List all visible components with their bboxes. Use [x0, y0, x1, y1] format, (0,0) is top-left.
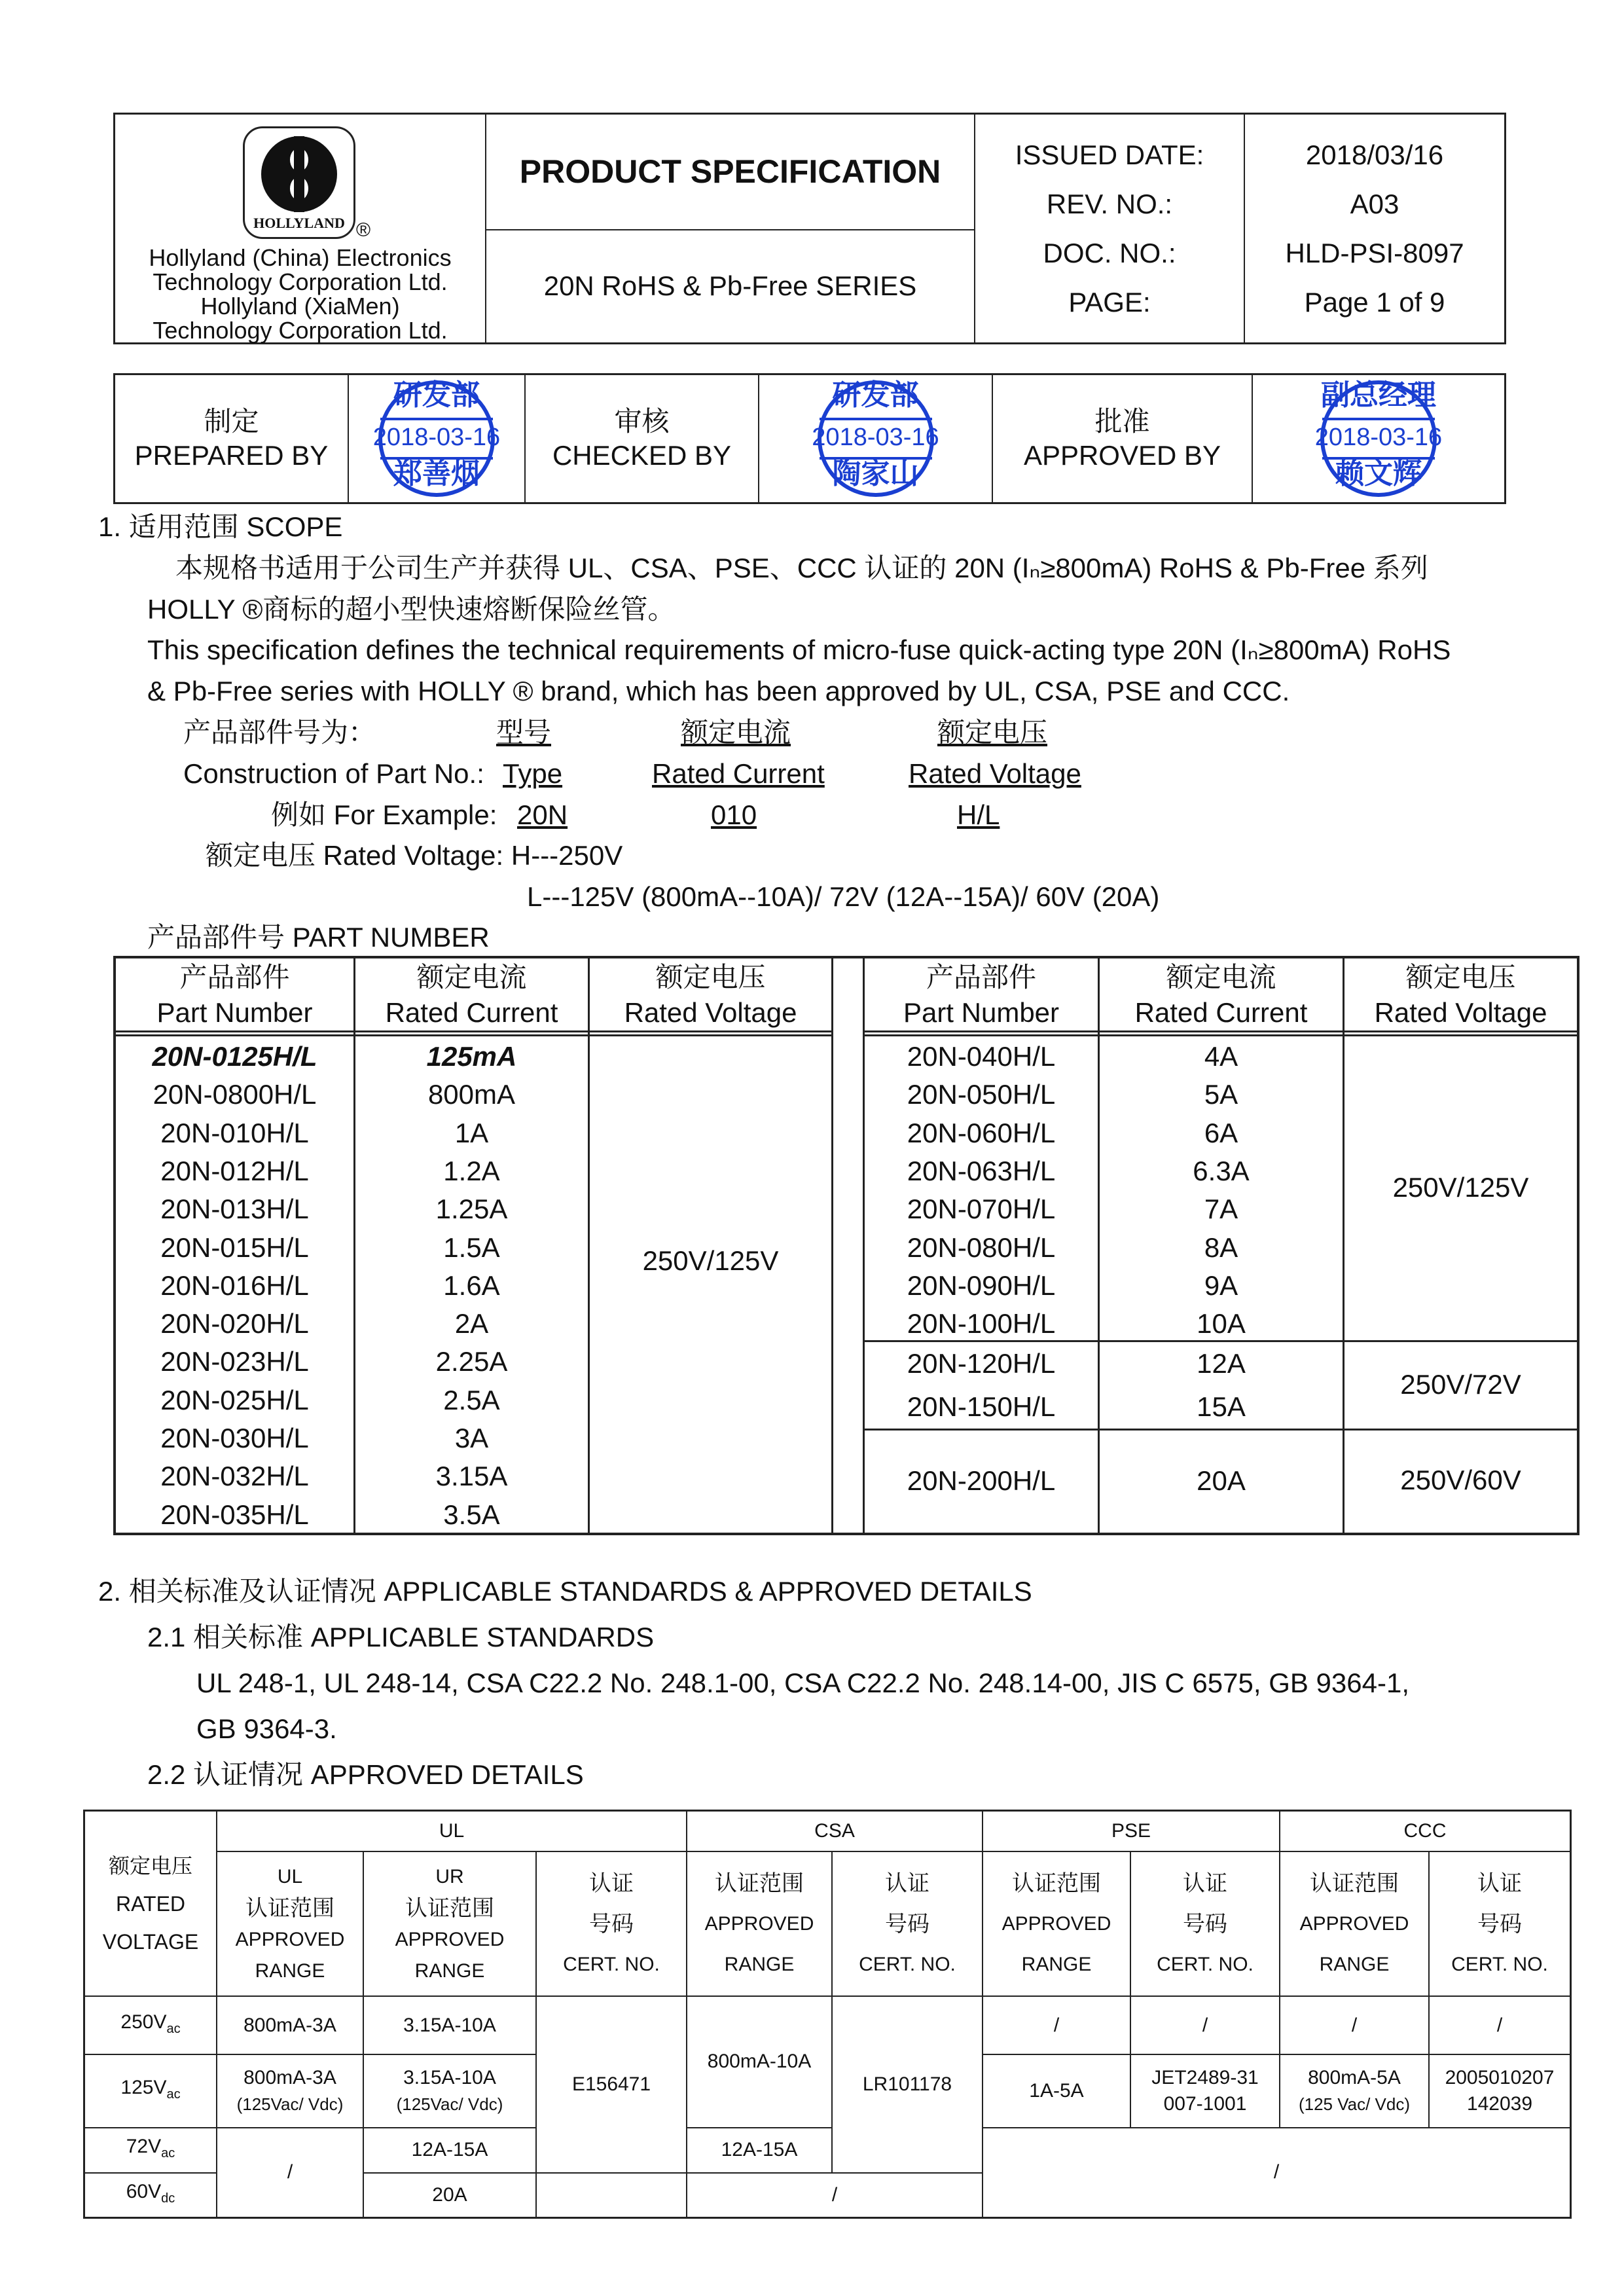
issued-date: 2018/03/16	[1305, 139, 1444, 170]
part-number-cell: 20N-070H/L	[907, 1194, 1056, 1225]
ul-range-header: UL 认证范围 APPROVED RANGE	[217, 1851, 363, 1996]
ccc-cert-no: 2005010207 142039	[1429, 2054, 1571, 2127]
rated-current-cell: 20A	[1197, 1465, 1246, 1496]
rev-no: A03	[1350, 189, 1399, 219]
header-labels: ISSUED DATE: REV. NO.: DOC. NO.: PAGE:	[975, 114, 1244, 344]
example-label: 例如 For Example:	[271, 799, 497, 830]
standards-heading: 2. 相关标准及认证情况 APPLICABLE STANDARDS & APPROVED DETAILS	[98, 1576, 1032, 1607]
scope-heading: 1. 适用范围 SCOPE	[98, 511, 343, 542]
hdr-voltage-en-left: Rated Voltage	[624, 997, 797, 1028]
hdr-part-zh-right: 产品部件	[926, 961, 1036, 993]
pse-range-header: 认证范围 APPROVED RANGE	[983, 1851, 1130, 1996]
rated-current-cell: 6.3A	[1193, 1155, 1250, 1186]
pse-range: 1A-5A	[983, 2054, 1130, 2127]
ul-cert-header: 认证 号码 CERT. NO.	[536, 1851, 687, 1996]
hdr-voltage-en-right: Rated Voltage	[1374, 997, 1547, 1028]
part-number-cell: 20N-010H/L	[160, 1117, 309, 1148]
doc-subtitle: 20N RoHS & Pb-Free SERIES	[486, 230, 975, 344]
example-current: 010	[711, 799, 757, 830]
rated-current-cell: 15A	[1197, 1391, 1246, 1422]
part-number-cell: 20N-100H/L	[907, 1308, 1056, 1339]
ccc-250-cert: /	[1429, 1996, 1571, 2054]
row-125v: $125V_{ac}$	[84, 2054, 217, 2127]
page-no: Page 1 of 9	[1304, 287, 1445, 318]
col-en-voltage: Rated Voltage	[909, 758, 1081, 789]
rated-current-cell: 3.5A	[443, 1499, 500, 1530]
scope-zh-line2: HOLLY ®商标的超小型快速熔断保险丝管。	[147, 594, 676, 625]
doc-no: HLD-PSI-8097	[1285, 238, 1464, 268]
hdr-part-zh-left: 产品部件	[179, 961, 290, 993]
ul-cert-no: E156471	[536, 1996, 687, 2172]
part-number-cell: 20N-035H/L	[160, 1499, 309, 1530]
col-en-current: Rated Current	[652, 758, 825, 789]
standards-sub2: 2.2 认证情况 APPROVED DETAILS	[147, 1759, 584, 1790]
part-number-cell: 20N-013H/L	[160, 1194, 309, 1225]
ul-250: 800mA-3A	[217, 1996, 363, 2054]
ccc-250-range: /	[1280, 1996, 1429, 2054]
part-number-cell: 20N-0800H/L	[153, 1079, 317, 1110]
pse-group: PSE	[983, 1811, 1280, 1852]
col-en-type: Type	[503, 758, 563, 789]
construction-label: Construction of Part No.:	[183, 758, 484, 789]
right-voltage-3: 250V/60V	[1400, 1465, 1521, 1495]
rated-current-cell: 4A	[1204, 1041, 1238, 1072]
csa-group: CSA	[687, 1811, 983, 1852]
rated-current-cell: 5A	[1204, 1079, 1238, 1110]
approved-by-label: 批准 APPROVED BY	[992, 374, 1252, 503]
registered-mark: ®	[356, 219, 371, 241]
prepared-by-label: 制定 PREPARED BY	[115, 374, 349, 503]
csa-cert-header: 认证 号码 CERT. NO.	[832, 1851, 983, 1996]
standards-sub1: 2.1 相关标准 APPLICABLE STANDARDS	[147, 1622, 655, 1652]
ul-60-cert	[536, 2173, 687, 2218]
company-name: Hollyland (China) Electronics Technology Corporation Ltd. Hollyland (XiaMen) Technology Corporation Ltd.	[149, 244, 452, 344]
checked-by-label: 审核 CHECKED BY	[525, 374, 759, 503]
col-zh-current: 额定电流	[681, 716, 791, 748]
csa-cert-no: LR101178	[832, 1996, 983, 2172]
ur-125: 3.15A-10A (125Vac/ Vdc)	[363, 2054, 536, 2127]
ul-group: UL	[217, 1811, 687, 1852]
rated-current-cell: 125mA	[426, 1041, 517, 1072]
scope-en-line2: & Pb-Free series with HOLLY ® brand, which has been approved by UL, CSA, PSE and CCC.	[147, 676, 1290, 706]
rated-current-cell: 2A	[454, 1308, 489, 1339]
row-72v: $72V_{ac}$	[84, 2128, 217, 2173]
csa-72: 12A-15A	[687, 2128, 832, 2173]
hdr-part-en-left: Part Number	[156, 997, 313, 1028]
part-number-cell: 20N-020H/L	[160, 1308, 309, 1339]
col-zh-type: 型号	[496, 716, 552, 748]
ccc-cert-header: 认证 号码 CERT. NO.	[1429, 1851, 1571, 1996]
pse-ccc-72-60: /	[983, 2128, 1571, 2218]
part-number-cell: 20N-063H/L	[907, 1155, 1056, 1186]
ul-72-60: /	[217, 2128, 363, 2218]
part-number-cell: 20N-080H/L	[907, 1231, 1056, 1263]
part-number-table	[113, 956, 1579, 1535]
part-number-cell: 20N-015H/L	[160, 1231, 309, 1263]
col-zh-voltage: 额定电压	[937, 716, 1048, 748]
part-number-cell: 20N-120H/L	[907, 1348, 1056, 1379]
prepared-stamp: 研发部 2018-03-16 郑善烟	[348, 374, 525, 503]
hdr-current-en-right: Rated Current	[1134, 997, 1308, 1028]
rated-voltage-line2: L---125V (800mA--10A)/ 72V (12A--15A)/ 60V (20A)	[527, 881, 1160, 912]
part-number-cell: 20N-0125H/L	[152, 1041, 317, 1072]
ur-range-header: UR 认证范围 APPROVED RANGE	[363, 1851, 536, 1996]
csa-range-header: 认证范围 APPROVED RANGE	[687, 1851, 832, 1996]
rated-current-cell: 1.6A	[443, 1269, 500, 1301]
hdr-current-en-left: Rated Current	[385, 997, 558, 1028]
checked-stamp: 研发部 2018-03-16 陶家山	[759, 374, 992, 503]
rated-current-cell: 3A	[454, 1423, 489, 1453]
csa-range: 800mA-10A	[687, 1996, 832, 2128]
hdr-current-zh-left: 额定电流	[416, 961, 527, 993]
standards-line1: UL 248-1, UL 248-14, CSA C22.2 No. 248.1-00, CSA C22.2 No. 248.14-00, JIS C 6575, GB 9364-1,	[196, 1667, 1410, 1698]
rated-current-cell: 1.25A	[435, 1194, 508, 1225]
rated-current-cell: 7A	[1204, 1194, 1238, 1225]
hollyland-logo	[243, 126, 355, 239]
rated-voltage-line1: 额定电压 Rated Voltage: H---250V	[206, 840, 623, 871]
part-number-cell: 20N-200H/L	[907, 1465, 1056, 1496]
hdr-current-zh-right: 额定电流	[1166, 961, 1276, 993]
rated-current-cell: 1.2A	[443, 1155, 500, 1186]
hdr-part-en-right: Part Number	[903, 997, 1060, 1028]
part-number-cell: 20N-150H/L	[907, 1391, 1056, 1422]
ul-125: 800mA-3A (125Vac/ Vdc)	[217, 2054, 363, 2127]
part-number-cell: 20N-012H/L	[160, 1155, 309, 1186]
scope-en-line1: This specification defines the technical requirements of micro-fuse quick-acting type 20N (Iₙ≥800mA) RoHS	[147, 634, 1451, 665]
part-number-cell: 20N-016H/L	[160, 1269, 309, 1301]
logo-cell	[115, 114, 486, 344]
standards-line2: GB 9364-3.	[196, 1713, 337, 1744]
part-number-heading: 产品部件号 PART NUMBER	[147, 922, 490, 953]
hdr-voltage-zh-left: 额定电压	[655, 961, 766, 993]
pse-cert-header: 认证 号码 CERT. NO.	[1130, 1851, 1280, 1996]
csa-60: /	[687, 2173, 983, 2218]
pse-250-cert: /	[1130, 1996, 1280, 2054]
rated-current-cell: 2.25A	[435, 1346, 508, 1377]
pse-cert-no: JET2489-31 007-1001	[1130, 2054, 1280, 2127]
rated-current-cell: 10A	[1197, 1308, 1246, 1339]
rated-current-cell: 8A	[1204, 1231, 1238, 1263]
part-number-cell: 20N-023H/L	[160, 1346, 309, 1377]
scope-zh-line1: 本规格书适用于公司生产并获得 UL、CSA、PSE、CCC 认证的 20N (Iₙ≥800mA) RoHS & Pb-Free 系列	[175, 553, 1428, 583]
row-250v: $250V_{ac}$	[84, 1996, 217, 2054]
example-type: 20N	[517, 799, 568, 830]
header-values	[1244, 114, 1506, 344]
right-voltage-1: 250V/125V	[1392, 1172, 1529, 1203]
rated-current-cell: 3.15A	[435, 1461, 508, 1492]
rated-voltage-header: 额定电压 RATED VOLTAGE	[84, 1811, 217, 1997]
part-number-cell: 20N-060H/L	[907, 1117, 1056, 1148]
document-header	[113, 113, 1506, 344]
ur-60: 20A	[363, 2173, 536, 2218]
part-number-cell: 20N-030H/L	[160, 1423, 309, 1453]
approved-details-table	[83, 1810, 1572, 2219]
part-number-cell: 20N-050H/L	[907, 1079, 1056, 1110]
approval-row	[113, 373, 1506, 504]
right-voltage-2: 250V/72V	[1400, 1369, 1521, 1400]
rated-current-cell: 800mA	[427, 1079, 516, 1110]
row-60v: $60V_{dc}$	[84, 2173, 217, 2218]
part-number-cell: 20N-032H/L	[160, 1461, 309, 1492]
ccc-group: CCC	[1280, 1811, 1571, 1852]
part-number-cell: 20N-090H/L	[907, 1269, 1056, 1301]
example-voltage: H/L	[957, 799, 1000, 830]
ccc-range-header: 认证范围 APPROVED RANGE	[1280, 1851, 1429, 1996]
rated-current-cell: 6A	[1204, 1117, 1238, 1148]
hdr-voltage-zh-right: 额定电压	[1405, 961, 1516, 993]
ccc-range: 800mA-5A (125 Vac/ Vdc)	[1280, 2054, 1429, 2127]
part-no-zh-label: 产品部件号为：	[183, 716, 376, 748]
part-number-cell: 20N-025H/L	[160, 1384, 309, 1415]
ur-250: 3.15A-10A	[363, 1996, 536, 2054]
doc-title: PRODUCT SPECIFICATION	[486, 114, 975, 230]
rated-current-cell: 2.5A	[443, 1384, 500, 1415]
rated-current-cell: 1A	[454, 1117, 489, 1148]
logo-text: HOLLYLAND	[253, 215, 345, 231]
approved-stamp: 副总经理 2018-03-16 赖文辉	[1252, 374, 1506, 503]
left-voltage: 250V/125V	[642, 1245, 779, 1276]
rated-current-cell: 12A	[1197, 1348, 1246, 1379]
rated-current-cell: 1.5A	[443, 1231, 500, 1263]
part-number-cell: 20N-040H/L	[907, 1041, 1056, 1072]
rated-current-cell: 9A	[1204, 1269, 1238, 1301]
pse-250-range: /	[983, 1996, 1130, 2054]
ur-72: 12A-15A	[363, 2128, 536, 2173]
